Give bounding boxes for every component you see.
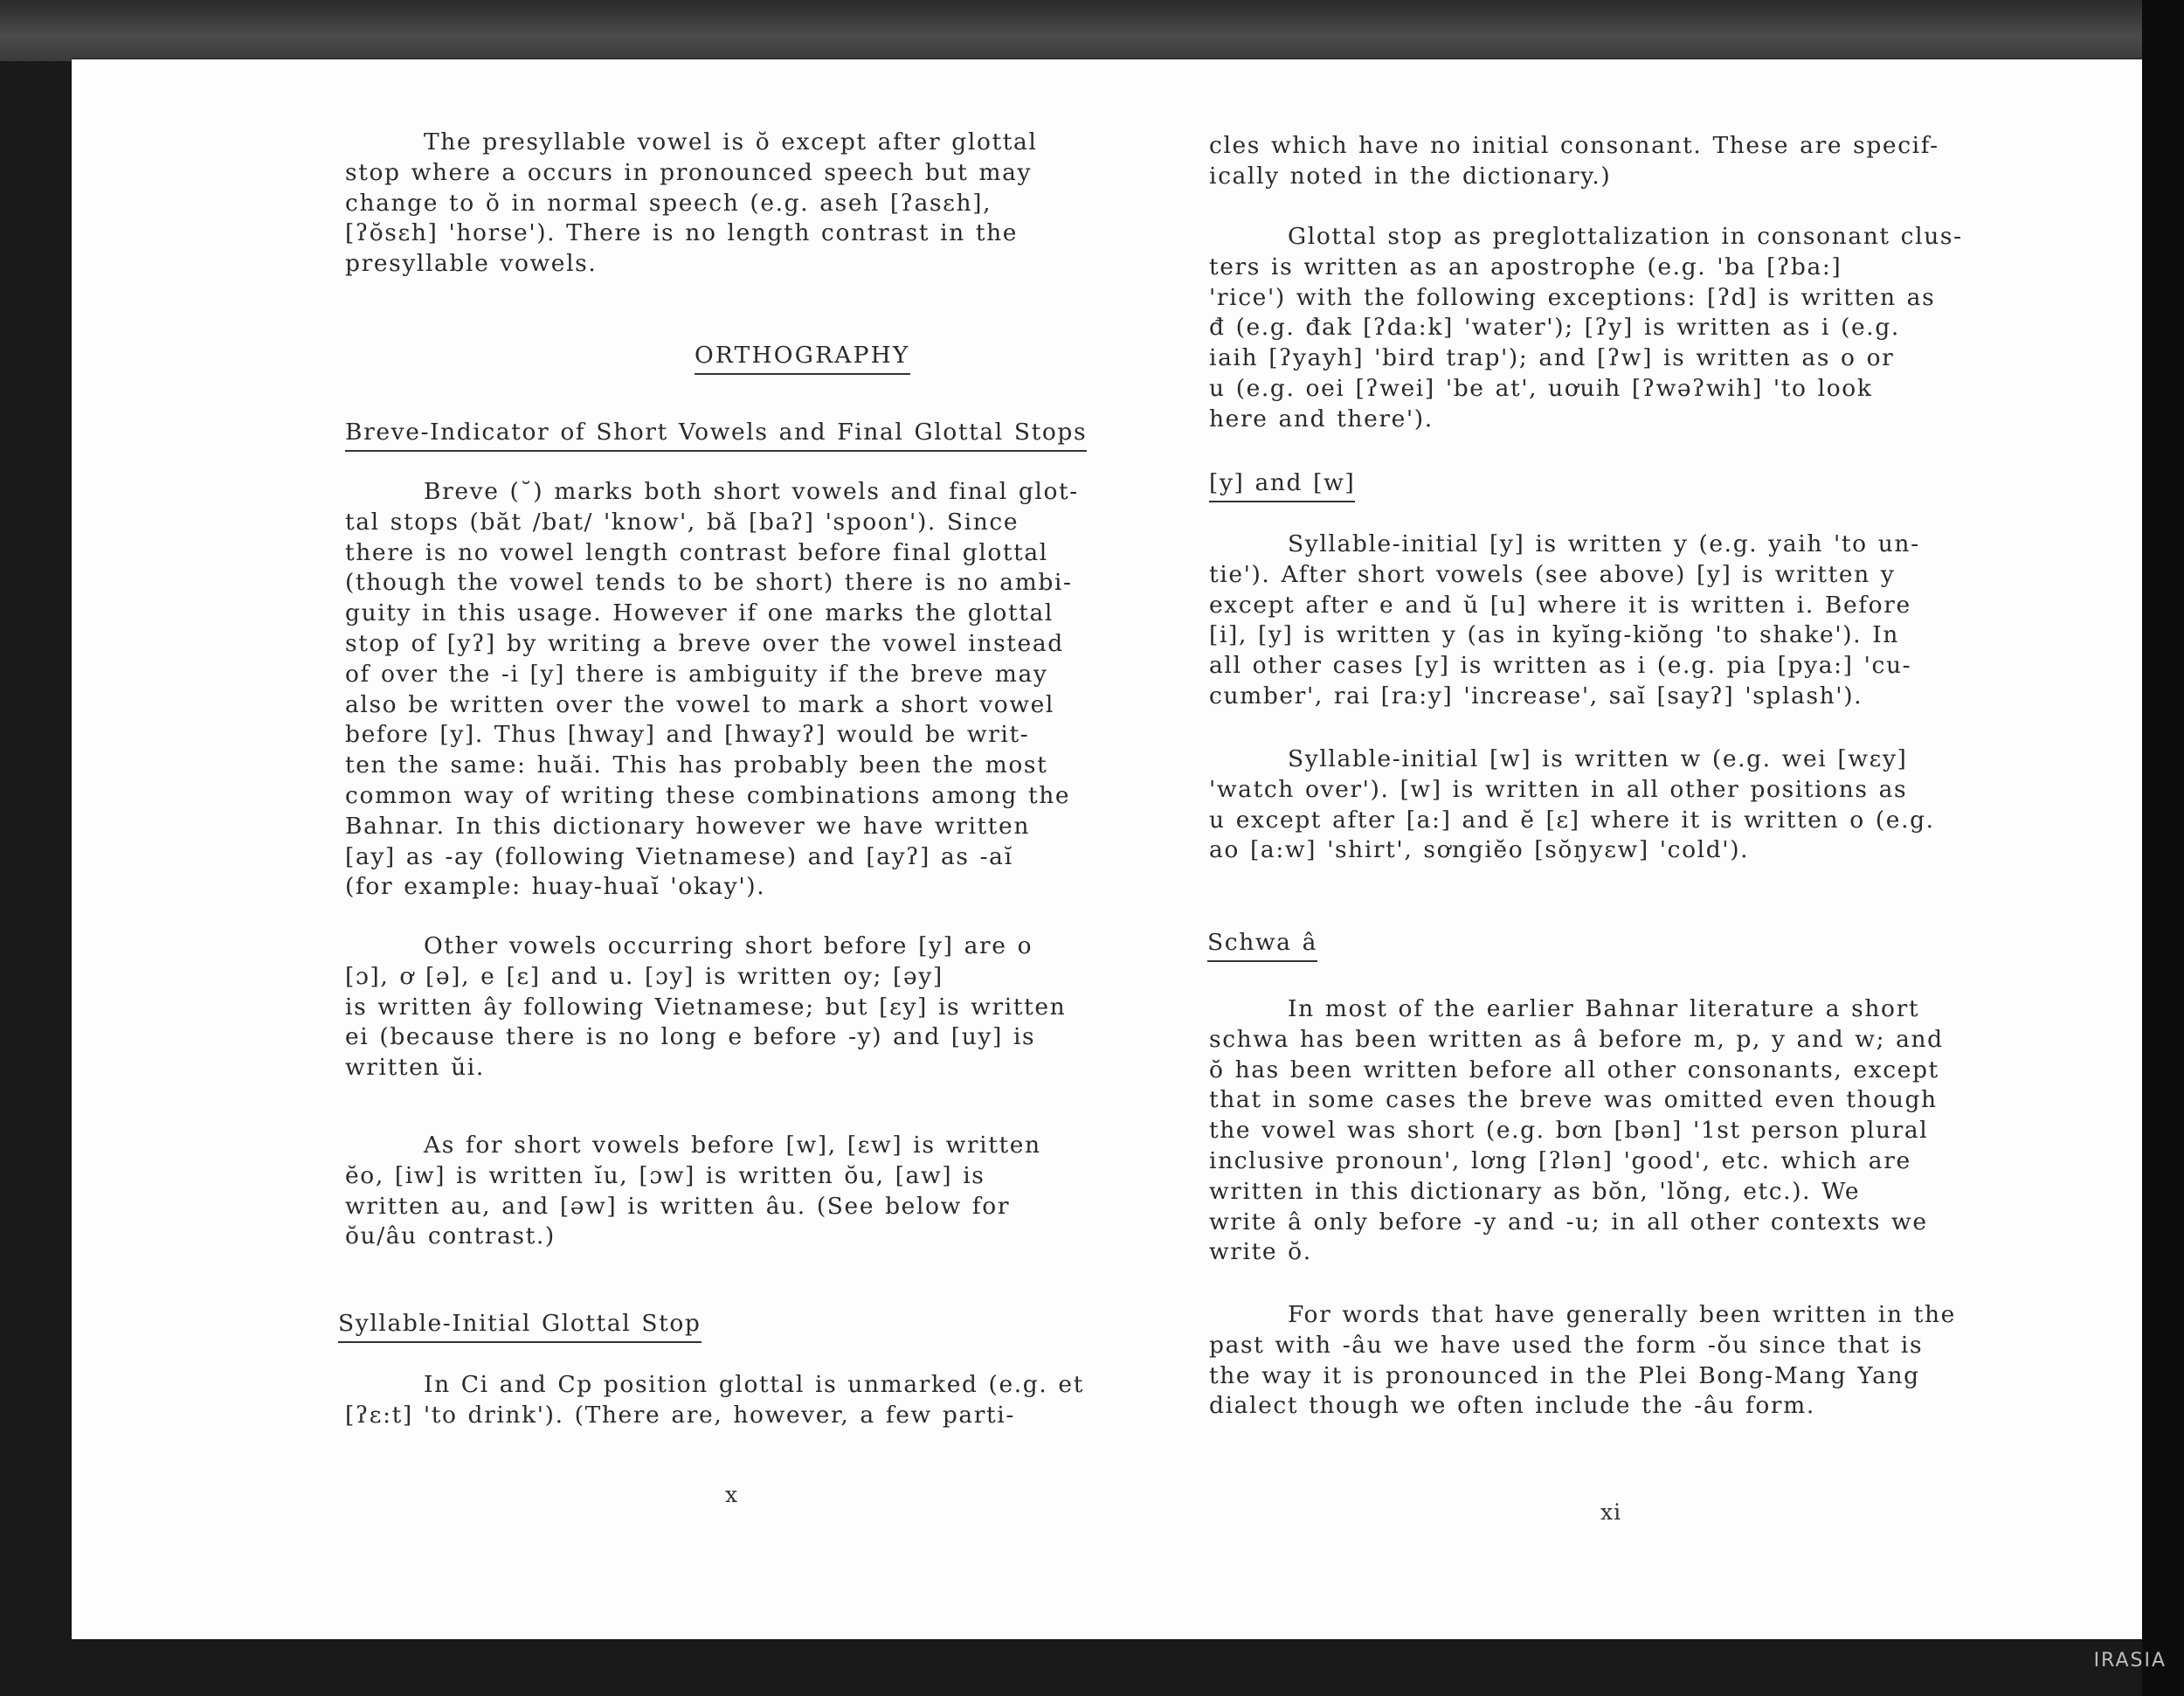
page-number-right: xi: [1600, 1499, 1622, 1525]
right-paragraph-3: Syllable-initial [y] is written y (e.g. yaih 'to un- tie'). After short vowels (see above) [y] is written y except after e and ŭ [u] where it is written i. Before [i], [y] is written y (as in kyĭng-kiŏng 'to shake'). In all other cases [y] is written as i (e.g. pia [pya:] 'cu- cumber', rai [ra:y] 'increase', saĭ [sayʔ] 'splash').: [1209, 530, 1920, 710]
right-paragraph-6: For words that have generally been written in the past with -âu we have used the form -ŏu since that is the way it is pronounced in the Plei Bong-Mang Yang dialect though we often include the -âu form.: [1209, 1301, 1956, 1420]
heading-glottal-stop: Syllable-Initial Glottal Stop: [338, 1309, 702, 1343]
watermark-label: IRASIA: [2093, 1650, 2167, 1672]
left-paragraph-4: As for short vowels before [w], [ɛw] is written ĕo, [iw] is written ĭu, [ɔw] is written ŏu, [aw] is written au, and [əw] is written âu. (See below for ŏu/âu contrast.): [345, 1132, 1041, 1250]
right-paragraph-5: In most of the earlier Bahnar literature a short schwa has been written as â before m, p, y and w; and ŏ has been written before all other consonants, except that in some cases the breve was omitted even though the vowel was short (e.g. bơn [bən] '1st person plural inclusive pronoun', lơng [ʔlən] 'good', etc. which are written in this dictionary as bŏn, 'lŏng, etc.). We write â only before -y and -u; in all other contexts we write ŏ.: [1209, 995, 1944, 1266]
book-spread: [72, 59, 2142, 1639]
left-paragraph-3: Other vowels occurring short before [y] are o [ɔ], ơ [ə], e [ɛ] and u. [ɔy] is written oy; [əy] is written ây following Vietnamese; but [ɛy] is written ei (because there is no long e before -y) and [uy] is written ŭi.: [345, 932, 1067, 1082]
left-paragraph-1: The presyllable vowel is ŏ except after glottal stop where a occurs in pronounced speech but may change to ŏ in normal speech (e.g. aseh [ʔasɛh], [ʔŏsɛh] 'horse'). There is no length contrast in the presyllable vowels.: [345, 128, 1038, 278]
page-number-left: x: [725, 1482, 739, 1507]
right-paragraph-1: cles which have no initial consonant. These are specif- ically noted in the dictionary.): [1209, 132, 1939, 190]
scan-top-band: [0, 0, 2184, 61]
scan-right-edge: [2142, 0, 2184, 1696]
left-paragraph-5: In Ci and Cp position glottal is unmarked (e.g. et [ʔɛ:t] 'to drink'). (There are, however, a few parti-: [345, 1371, 1084, 1429]
heading-schwa: Schwa â: [1207, 928, 1317, 962]
section-title: ORTHOGRAPHY: [695, 341, 910, 375]
right-paragraph-4: Syllable-initial [w] is written w (e.g. wei [wɛy] 'watch over'). [w] is written in all other positions as u except after [a:] and ĕ [ɛ] where it is written o (e.g. ao [a:w] 'shirt', sơngiĕo [sŏŋyɛw] 'cold').: [1209, 745, 1935, 864]
heading-breve: Breve-Indicator of Short Vowels and Final Glottal Stops: [345, 418, 1087, 452]
right-paragraph-2: Glottal stop as preglottalization in consonant clus- ters is written as an apostrophe (e.g. 'ba [ʔba:] 'rice') with the following exceptions: [ʔd] is written as đ (e.g. đak [ʔda:k] 'water'); [ʔy] is written as i (e.g. iaih [ʔyayh] 'bird trap'); and [ʔw] is written as o or u (e.g. oei [ʔwei] 'be at', uơuih [ʔwəʔwih] 'to look here and there').: [1209, 223, 1963, 433]
left-paragraph-2: Breve (˘) marks both short vowels and final glot- tal stops (băt /bat/ 'know', bă [baʔ] 'spoon'). Since there is no vowel length contrast before final glottal (though the vowel tends to be short) there is no ambi- guity in this usage. However if one marks the glottal stop of [yʔ] by writing a breve over the vowel instead of over the -i [y] there is ambiguity if the breve may also be written over the vowel to mark a short vowel before [y]. Thus [hway] and [hwayʔ] would be writ- ten the same: huăi. This has probably been the most common way of writing these combinations among the Bahnar. In this dictionary however we have written [ay] as -ay (following Vietnamese) and [ayʔ] as -aĭ (for example: huay-huaĭ 'okay').: [345, 478, 1079, 901]
heading-y-and-w: [y] and [w]: [1209, 468, 1355, 502]
